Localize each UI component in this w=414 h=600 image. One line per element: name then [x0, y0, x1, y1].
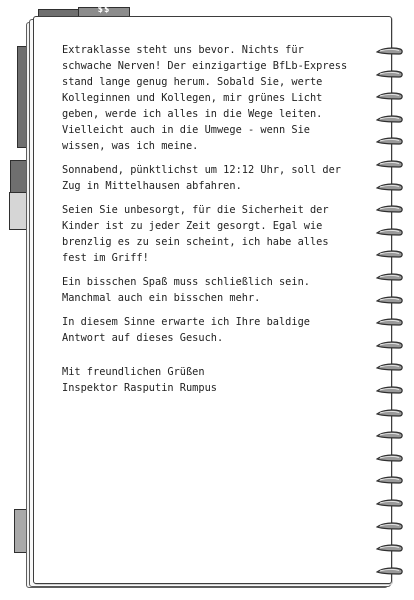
tab-label: $$ — [97, 5, 111, 15]
binding-ring-icon — [374, 357, 404, 366]
binding-ring-icon — [374, 470, 404, 479]
letter-closing: Mit freundlichen Grüßen — [62, 366, 205, 378]
binding-ring-icon — [374, 312, 404, 321]
binding-ring-icon — [374, 131, 404, 140]
binding-ring-icon — [374, 267, 404, 276]
paragraph-1: Extraklasse steht uns bevor. Nichts für schwache Nerven! Der einzigartige BfLb-Express stand lange genug herum. Sobald Sie, werte Kolleginnen und Kollegen, mir grünes Licht geben, werde ich alles in die Wege leiten. Vielleicht auch in die Umwege - wenn Sie wissen, was ich meine. — [62, 44, 348, 152]
letter-signature: Inspektor Rasputin Rumpus — [62, 382, 217, 394]
binding-ring-icon — [374, 403, 404, 412]
binding-ring-icon — [374, 64, 404, 73]
binding-ring-icon — [374, 41, 404, 50]
binding-ring-icon — [374, 425, 404, 434]
binding-ring-icon — [374, 516, 404, 525]
letter-body — [62, 42, 364, 396]
paragraph-2: Sonnabend, pünktlichst um 12:12 Uhr, soll der Zug in Mittelhausen abfahren. — [62, 164, 341, 192]
binding-ring-icon — [374, 177, 404, 186]
binding-ring-icon — [374, 448, 404, 457]
binding-ring-icon — [374, 335, 404, 344]
paragraph-3: Seien Sie unbesorgt, für die Sicherheit der Kinder ist zu jeder Zeit gesorgt. Egal wie brenzlig es zu sein scheint, ich habe alles fest im Griff! — [62, 204, 329, 264]
binding-ring-icon — [374, 244, 404, 253]
paragraph-4: Ein bisschen Spaß muss schließlich sein. Manchmal auch ein bisschen mehr. — [62, 276, 310, 304]
binding-ring-icon — [374, 493, 404, 502]
binding-ring-icon — [374, 538, 404, 547]
binding-ring-icon — [374, 199, 404, 208]
binding-ring-icon — [374, 380, 404, 389]
binding-ring-icon — [374, 290, 404, 299]
binding-ring-icon — [374, 109, 404, 118]
paragraph-5: In diesem Sinne erwarte ich Ihre baldige Antwort auf dieses Gesuch. — [62, 316, 310, 344]
binding-ring-icon — [374, 154, 404, 163]
binding-ring-icon — [374, 561, 404, 570]
binding-ring-icon — [374, 222, 404, 231]
binding-ring-icon — [374, 86, 404, 95]
